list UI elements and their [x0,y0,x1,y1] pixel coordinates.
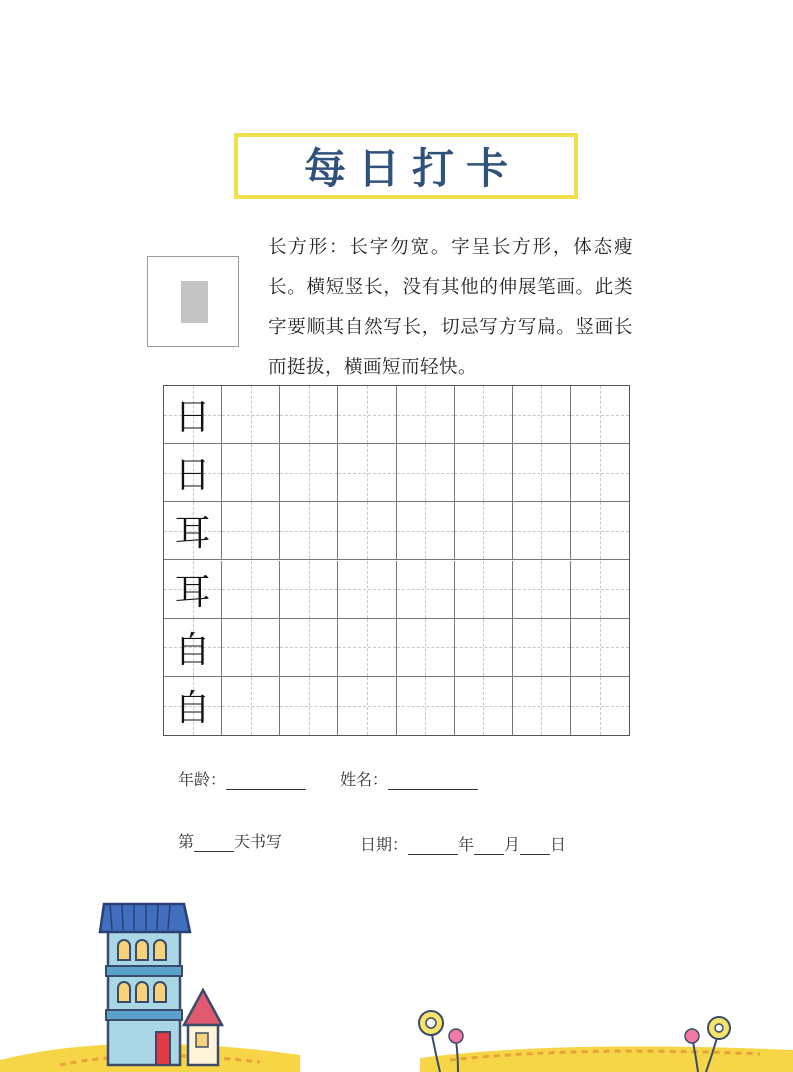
sample-character-box [147,256,239,347]
day-prefix: 第 [178,832,195,851]
model-character-cell [164,444,222,502]
day-blank[interactable] [520,836,550,855]
practice-cell[interactable] [397,677,455,735]
practice-cell[interactable] [397,444,455,502]
practice-cell[interactable] [222,502,280,560]
year-blank[interactable] [408,836,458,855]
practice-cell[interactable] [222,619,280,677]
day-count-blank[interactable] [194,833,234,852]
grid-row [164,677,629,735]
practice-cell[interactable] [455,502,513,560]
decorative-illustration [0,890,793,1072]
practice-cell[interactable] [338,502,396,560]
day-label: 日 [550,835,567,854]
age-blank[interactable] [226,771,306,790]
model-character-cell [164,561,222,619]
practice-cell[interactable] [513,386,571,444]
title-box [234,133,578,199]
practice-cell[interactable] [571,502,629,560]
grid-row [164,619,629,677]
model-character-cell [164,619,222,677]
practice-cell[interactable] [280,561,338,619]
name-label: 姓名： [340,770,389,789]
practice-cell[interactable] [338,561,396,619]
date-label: 日期： [360,835,409,854]
house-tower-icon [100,904,190,1065]
practice-cell[interactable] [455,561,513,619]
model-character: 耳 [174,571,211,613]
description-text: 长方形：长字勿宽。字呈长方形，体态瘦长。横短竖长，没有其他的伸展笔画。此类字要顺其自然写长，切忌写方写扁。竖画长而挺拔，横画短而轻快。 [268,237,633,378]
practice-cell[interactable] [280,444,338,502]
model-character: 日 [174,397,211,439]
model-character-cell [164,502,222,560]
year-label: 年 [458,835,475,854]
day-suffix: 天书写 [234,832,283,851]
practice-cell[interactable] [571,677,629,735]
practice-cell[interactable] [571,386,629,444]
model-character: 自 [174,688,211,730]
grid-row [164,386,629,444]
practice-cell[interactable] [397,561,455,619]
model-character-cell [164,677,222,735]
practice-cell[interactable] [222,444,280,502]
practice-cell[interactable] [513,502,571,560]
practice-cell[interactable] [513,619,571,677]
grid-row [164,502,629,560]
practice-cell[interactable] [513,444,571,502]
practice-cell[interactable] [280,677,338,735]
model-character: 耳 [174,513,211,555]
age-label: 年龄： [178,770,227,789]
practice-cell[interactable] [397,386,455,444]
practice-cell[interactable] [222,677,280,735]
model-character-cell [164,386,222,444]
age-field [178,767,306,790]
practice-cell[interactable] [338,444,396,502]
small-house-icon [184,990,222,1065]
practice-cell[interactable] [397,502,455,560]
practice-cell[interactable] [222,386,280,444]
practice-cell[interactable] [571,619,629,677]
name-field [340,767,478,790]
practice-cell[interactable] [338,386,396,444]
date-field [360,832,566,855]
practice-cell[interactable] [455,619,513,677]
practice-cell[interactable] [571,444,629,502]
practice-cell[interactable] [571,561,629,619]
practice-cell[interactable] [280,619,338,677]
practice-cell[interactable] [280,502,338,560]
model-character: 自 [174,629,211,671]
page-title: 每日打卡 [303,144,520,193]
sample-character-placeholder [181,281,208,323]
practice-cell[interactable] [455,386,513,444]
day-count-field [178,829,282,852]
model-character: 日 [174,455,211,497]
month-blank[interactable] [474,836,504,855]
practice-cell[interactable] [280,386,338,444]
practice-cell[interactable] [455,444,513,502]
practice-cell[interactable] [338,677,396,735]
month-label: 月 [504,835,521,854]
practice-cell[interactable] [338,619,396,677]
practice-cell[interactable] [455,677,513,735]
practice-cell[interactable] [397,619,455,677]
practice-grid [163,385,630,736]
name-blank[interactable] [388,771,478,790]
practice-cell[interactable] [513,561,571,619]
practice-cell[interactable] [222,561,280,619]
grid-row [164,561,629,619]
practice-cell[interactable] [513,677,571,735]
grid-row [164,444,629,502]
